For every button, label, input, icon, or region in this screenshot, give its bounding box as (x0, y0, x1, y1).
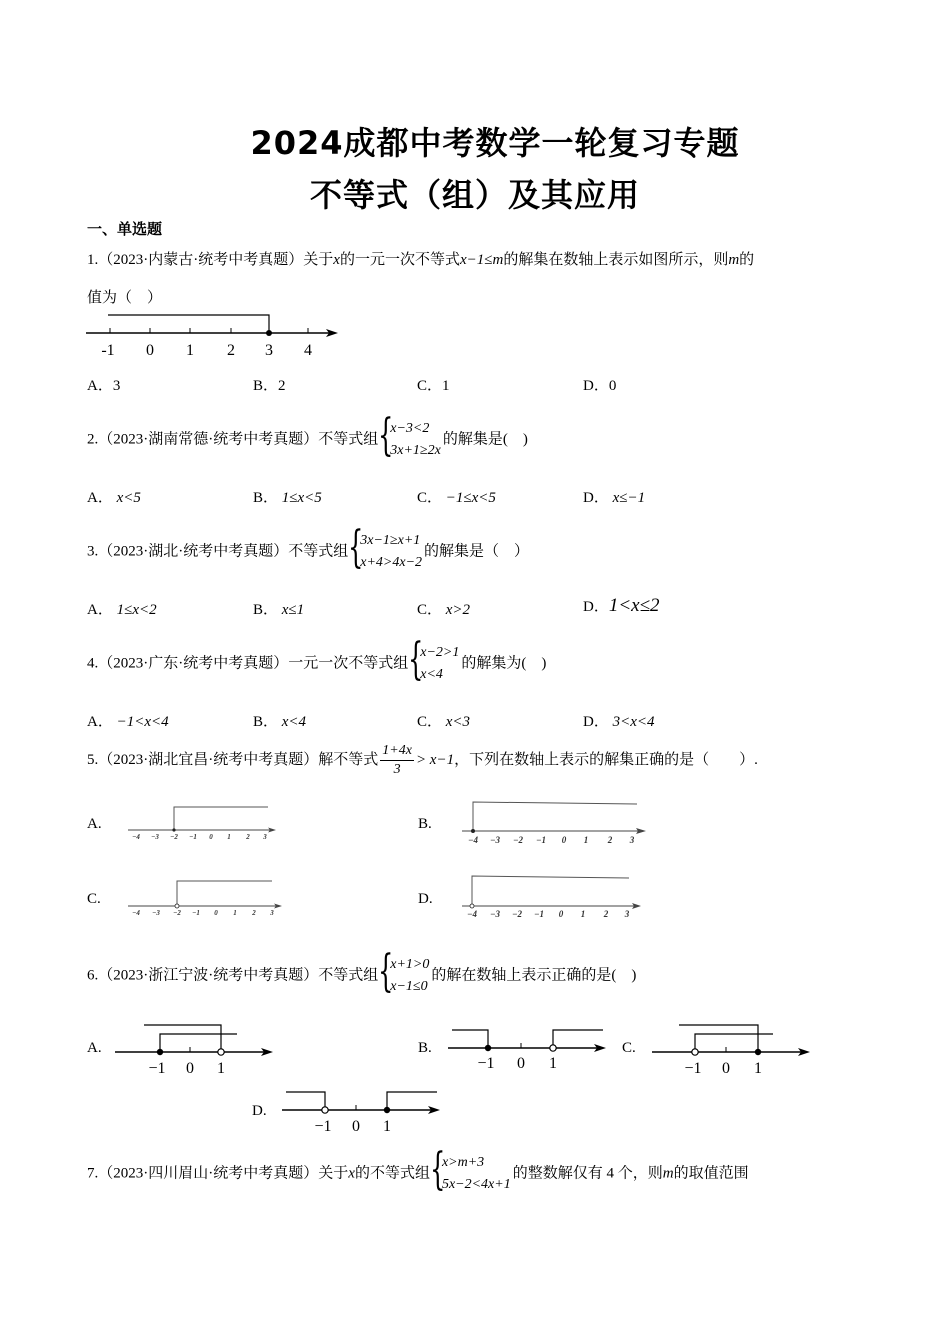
question-source: （2023·浙江宁波·统考中考真题） (98, 967, 319, 984)
question-text: 的解集为( ) (461, 655, 547, 672)
svg-text:0: 0 (558, 909, 564, 919)
svg-text:3: 3 (270, 909, 274, 917)
svg-text:−2: −2 (513, 835, 523, 845)
svg-text:2: 2 (252, 909, 256, 917)
option-c[interactable]: C． −1≤x<5 (417, 490, 496, 506)
option-c[interactable]: C．1 (417, 378, 450, 394)
question-7 (87, 1144, 749, 1196)
option-a-label[interactable]: A. (87, 1040, 102, 1056)
number-line-q6-d[interactable] (282, 1086, 447, 1141)
math-var: x (348, 1165, 355, 1182)
svg-text:−1: −1 (684, 1060, 702, 1077)
svg-text:1: 1 (549, 1055, 557, 1072)
question-source: （2023·四川眉山·统考中考真题） (98, 1165, 319, 1182)
svg-text:−3: −3 (490, 909, 500, 919)
question-text: 的一元一次不等式 (339, 252, 460, 268)
question-number: 7. (87, 1165, 99, 1182)
option-b[interactable]: B． x≤1 (253, 602, 305, 618)
question-number: 6. (87, 967, 99, 984)
svg-text:−1: −1 (148, 1060, 166, 1077)
question-5 (87, 742, 758, 779)
svg-text:1: 1 (233, 909, 237, 917)
svg-text:-1: -1 (101, 342, 115, 359)
option-b[interactable]: B．2 (253, 378, 286, 394)
question-text: 关于 (318, 1165, 349, 1182)
svg-text:2: 2 (246, 833, 250, 841)
svg-text:−1: −1 (314, 1118, 332, 1135)
svg-text:−4: −4 (132, 833, 140, 841)
question-number: 5. (87, 751, 99, 768)
svg-text:0: 0 (352, 1118, 360, 1135)
number-line-q1 (86, 312, 346, 362)
question-text: 的整数解仅有 4 个，则 (512, 1165, 663, 1182)
question-text: 不等式组 (318, 967, 379, 984)
svg-text:−2: −2 (170, 833, 178, 841)
option-c[interactable]: C． x>2 (417, 602, 471, 618)
question-source: （2023·湖北宜昌·统考中考真题） (98, 751, 319, 768)
number-line-q6-c[interactable] (652, 1022, 817, 1077)
option-d[interactable]: D．0 (583, 378, 617, 394)
number-line-q6-b[interactable] (448, 1022, 613, 1077)
number-line-q5-c[interactable] (126, 876, 291, 916)
option-a[interactable]: A．3 (87, 378, 121, 394)
svg-text:−3: −3 (151, 833, 159, 841)
svg-text:−2: −2 (173, 909, 181, 917)
svg-text:0: 0 (146, 342, 154, 359)
svg-text:1: 1 (227, 833, 231, 841)
option-a[interactable]: A． 1≤x<2 (87, 602, 157, 618)
question-text: 的解集是（ ） (424, 543, 530, 560)
question-text: 的 (739, 252, 755, 268)
question-2 (87, 410, 528, 462)
question-text: 的取值范围 (673, 1165, 749, 1182)
inequality-system: { x>m+3 5x−2<4x+1 (429, 1144, 511, 1195)
svg-text:−2: −2 (512, 909, 522, 919)
question-source: （2023·湖南常德·统考中考真题） (98, 431, 319, 448)
svg-text:2: 2 (603, 909, 609, 919)
number-line-q5-a[interactable] (126, 802, 286, 842)
question-text: 的解在数轴上表示正确的是( ) (431, 967, 637, 984)
question-text: ，下列在数轴上表示的解集正确的是（ ）. (454, 751, 758, 768)
option-d-label[interactable]: D. (418, 891, 433, 907)
question-text: 不等式组 (288, 543, 349, 560)
math-var: x (333, 252, 340, 268)
svg-text:2: 2 (607, 835, 613, 845)
document-title: 2024成都中考数学一轮复习专题 (250, 124, 740, 162)
inequality-system: { x−3<2 3x+1≥2x (378, 410, 441, 461)
question-source: （2023·湖北·统考中考真题） (98, 543, 289, 560)
question-1 (87, 248, 754, 269)
question-number: 2. (87, 431, 99, 448)
svg-text:0: 0 (561, 835, 567, 845)
svg-text:−1: −1 (189, 833, 197, 841)
option-c[interactable]: C． x<3 (417, 714, 471, 730)
option-d[interactable]: D．1<x≤2 (583, 595, 660, 616)
inequality-system: { x+1>0 x−1≤0 (378, 946, 430, 997)
svg-text:−4: −4 (467, 909, 477, 919)
inequality-system: { 3x−1≥x+1 x+4>4x−2 (348, 522, 423, 573)
svg-text:3: 3 (263, 833, 267, 841)
svg-text:0: 0 (722, 1060, 730, 1077)
svg-text:1: 1 (383, 1118, 391, 1135)
svg-text:−4: −4 (468, 835, 478, 845)
question-source: （2023·广东·统考中考真题） (98, 655, 289, 672)
svg-text:1: 1 (580, 909, 586, 919)
question-source: （2023·内蒙古·统考中考真题） (98, 252, 304, 268)
question-text: 关于 (303, 252, 334, 268)
math-expr: > x−1 (415, 751, 455, 768)
option-a-label[interactable]: A. (87, 816, 102, 832)
option-d[interactable]: D． x≤−1 (583, 490, 646, 506)
question-text: 的不等式组 (354, 1165, 430, 1182)
number-line-q6-a[interactable] (115, 1022, 280, 1077)
question-number: 1. (87, 252, 99, 268)
svg-text:−4: −4 (132, 909, 140, 917)
fraction: $\frac{1+4x}{3}$ (382, 743, 412, 777)
svg-text:1: 1 (754, 1060, 762, 1077)
question-text: 一元一次不等式组 (288, 655, 409, 672)
option-a[interactable]: A． −1<x<4 (87, 714, 169, 730)
svg-text:−1: −1 (477, 1055, 495, 1072)
question-text: 解不等式 (318, 751, 379, 768)
question-3 (87, 522, 530, 574)
math-expr: x−1≤m (459, 252, 504, 268)
question-number: 3. (87, 543, 99, 560)
option-b-label[interactable]: B. (418, 1040, 432, 1056)
svg-text:−1: −1 (534, 909, 544, 919)
svg-text:−1: −1 (192, 909, 200, 917)
svg-text:1: 1 (217, 1060, 225, 1077)
section-heading: 一、单选题 (87, 220, 163, 238)
option-c-label[interactable]: C. (622, 1040, 636, 1056)
svg-text:−3: −3 (152, 909, 160, 917)
option-a[interactable]: A． x<5 (87, 490, 141, 506)
question-1-line2: 值为（ ） (87, 290, 163, 306)
svg-text:0: 0 (214, 909, 218, 917)
svg-text:−1: −1 (536, 835, 546, 845)
document-subtitle: 不等式（组）及其应用 (309, 176, 640, 214)
question-4 (87, 634, 547, 686)
svg-text:0: 0 (209, 833, 213, 841)
svg-text:4: 4 (304, 342, 312, 359)
option-b-label[interactable]: B. (418, 816, 432, 832)
inequality-system: { x−2>1 x<4 (408, 634, 460, 685)
math-var: m (662, 1165, 674, 1182)
option-c-label[interactable]: C. (87, 891, 101, 907)
svg-text:1: 1 (583, 835, 589, 845)
question-text: 的解集在数轴上表示如图所示，则 (503, 252, 729, 268)
question-text: 的解集是( ) (442, 431, 528, 448)
math-var: m (728, 252, 740, 268)
question-number: 4. (87, 655, 99, 672)
svg-text:3: 3 (624, 909, 630, 919)
svg-text:3: 3 (629, 835, 635, 845)
svg-text:−3: −3 (490, 835, 500, 845)
option-d[interactable]: D． 3<x<4 (583, 714, 655, 730)
number-line-q5-b[interactable] (460, 798, 655, 848)
svg-text:3: 3 (265, 342, 273, 359)
number-line-q5-d[interactable] (460, 872, 650, 920)
option-b[interactable]: B． x<4 (253, 714, 307, 730)
question-6 (87, 946, 637, 998)
option-d-label[interactable]: D. (252, 1103, 267, 1119)
svg-text:0: 0 (517, 1055, 525, 1072)
option-b[interactable]: B． 1≤x<5 (253, 490, 322, 506)
svg-text:1: 1 (186, 342, 194, 359)
svg-text:2: 2 (227, 342, 235, 359)
question-text: 不等式组 (318, 431, 379, 448)
svg-text:0: 0 (186, 1060, 194, 1077)
